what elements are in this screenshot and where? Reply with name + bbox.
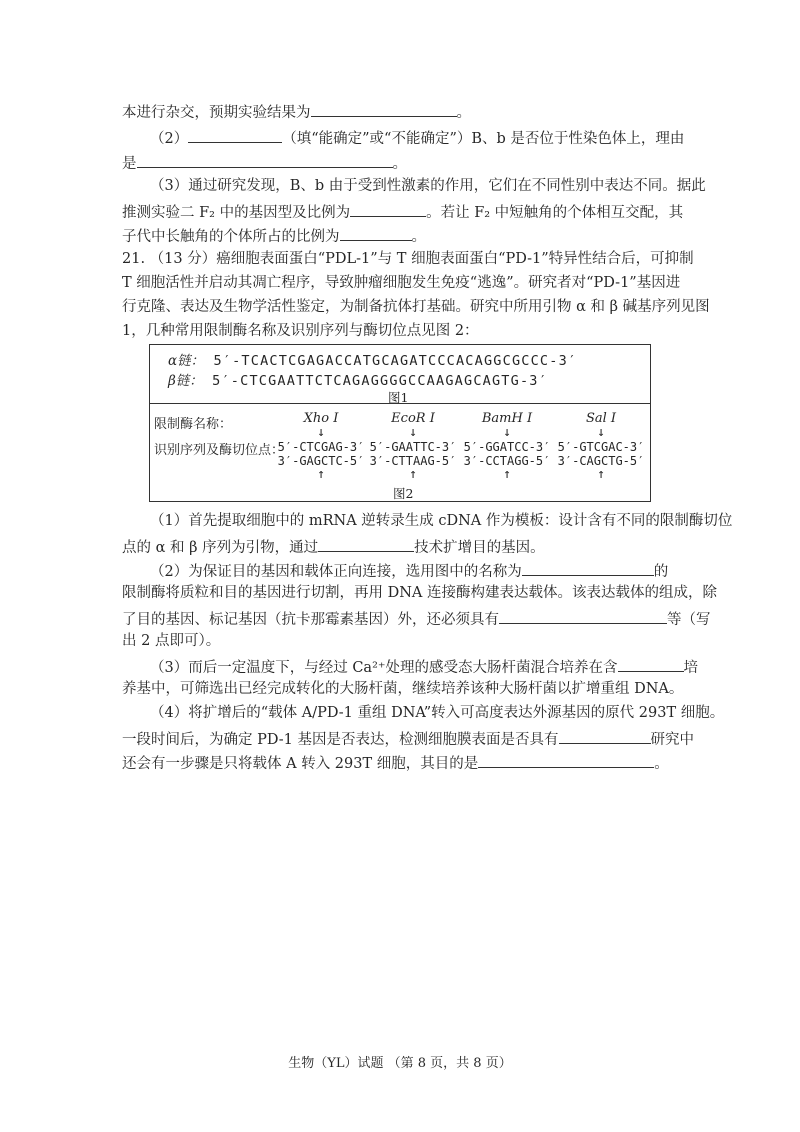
arrow-down-icon: ↓ (597, 425, 605, 440)
text: 本进行杂交，预期实验结果为 (122, 105, 311, 121)
enzyme-top-seq: 5′-GAATTC-3′ (369, 440, 457, 454)
answer-blank[interactable] (618, 655, 684, 672)
enzyme-top-seq: 5′-GTCGAC-3′ (557, 440, 645, 454)
text: （2）为保证目的基因和载体正向连接，选用图中的名称为 (150, 564, 522, 580)
q21-4-line2 (122, 727, 694, 750)
text: 21. （13 分）癌细胞表面蛋白“PDL-1”与 T 细胞表面蛋白“PD-1”特异性结合后，可抑制 (122, 251, 694, 267)
text: （1）首先提取细胞中的 mRNA 逆转录生成 cDNA 作为模板：设计含有不同的限制酶切位 (150, 513, 733, 529)
q21-1-line1 (150, 511, 732, 531)
q20-2-line2 (122, 151, 407, 174)
text: 研究中 (650, 732, 694, 748)
q20-text-line (122, 100, 471, 123)
answer-blank[interactable] (522, 559, 654, 576)
text: 限制酶将质粒和目的基因进行切割，再用 DNA 连接酶构建表达载体。该表达载体的组成，除 (122, 585, 717, 601)
enzyme-ecori (366, 411, 460, 482)
enzyme-bamhi (460, 411, 554, 482)
enzyme-top-seq: 5′-GGATCC-3′ (463, 440, 551, 454)
text: 培 (683, 660, 699, 676)
beta-sequence (168, 369, 548, 389)
text: 出 2 点即可）。 (122, 633, 221, 649)
beta-label: β链： (168, 373, 203, 389)
text: （4）将扩增后的“载体 A/PD-1 重组 DNA”转入可高度表达外源基因的原代 293T 细胞。 (150, 705, 725, 721)
alpha-sequence (168, 349, 577, 369)
enzyme-name: BamH I (481, 411, 533, 426)
text: 子代中长触角的个体所占的比例为 (122, 229, 340, 245)
q20-2-line (150, 126, 684, 149)
text: 。若让 F₂ 中短触角的个体相互交配，其 (426, 205, 684, 221)
answer-blank[interactable] (318, 535, 414, 552)
enzyme-name: Sal I (585, 411, 617, 426)
text: 点的 α 和 β 序列为引物，通过 (122, 540, 319, 556)
arrow-up-icon: ↑ (409, 467, 417, 482)
q21-2-line4 (122, 631, 220, 651)
text: 。 (456, 105, 471, 121)
q20-3-line (150, 176, 706, 196)
enzyme-bottom-seq: 3′-CAGCTG-5′ (557, 454, 645, 468)
text: （3）而后一定温度下，与经过 Ca²⁺处理的感受态大肠杆菌混合培养在含 (150, 660, 618, 676)
figure-divider (150, 403, 650, 404)
text: 养基中，可筛选出已经完成转化的大肠杆菌，继续培养该种大肠杆菌以扩增重组 DNA。 (122, 681, 684, 697)
answer-blank[interactable] (311, 100, 457, 117)
text: 1，几种常用限制酶名称及识别序列与酶切位点见图 2： (122, 323, 479, 339)
text: （填“能确定”或“不能确定”）B、b 是否位于性染色体上，理由 (282, 131, 685, 147)
enzyme-bottom-seq: 3′-CTTAAG-5′ (369, 454, 457, 468)
q21-line3 (122, 297, 710, 317)
page-footer: 生物（YL）试题 （第 8 页，共 8 页） (288, 1056, 512, 1071)
answer-blank[interactable] (350, 200, 426, 217)
answer-blank[interactable] (188, 126, 282, 143)
q20-3-line3 (122, 224, 426, 247)
alpha-seq: 5′-TCACTCGAGACCATGCAGATCCCACAGGCGCCC-3′ (213, 353, 578, 369)
q21-1-line2 (122, 535, 545, 558)
answer-blank[interactable] (478, 751, 654, 768)
arrow-down-icon: ↓ (317, 425, 325, 440)
text: 了目的基因、标记基因（抗卡那霉素基因）外，还必须具有 (122, 612, 499, 628)
q21-3-line2 (122, 679, 683, 699)
q21-line4 (122, 321, 479, 341)
arrow-down-icon: ↓ (503, 425, 511, 440)
answer-blank[interactable] (340, 224, 412, 241)
text: （3）通过研究发现，B、b 由于受到性激素的作用，它们在不同性别中表达不同。据此 (150, 178, 706, 194)
q21-line1 (122, 249, 694, 269)
figure-box (149, 344, 651, 502)
text: 一段时间后，为确定 PD-1 基因是否表达，检测细胞膜表面是否具有 (122, 732, 559, 748)
text: 推测实验二 F₂ 中的基因型及比例为 (122, 205, 351, 221)
q20-3-line2 (122, 200, 683, 223)
fig2-caption: 图2 (393, 486, 414, 501)
alpha-label: α链： (168, 353, 205, 369)
text: 。 (411, 229, 426, 245)
enzyme-sali (554, 411, 648, 482)
answer-blank[interactable] (137, 151, 393, 168)
text: 的 (653, 564, 669, 580)
text: T 细胞活性并启动其凋亡程序，导致肿瘤细胞发生免疫“逃逸”。研究者对“PD-1”基因进 (122, 275, 681, 291)
enzyme-top-seq: 5′-CTCGAG-3′ (277, 440, 365, 454)
text: 技术扩增目的基因。 (414, 540, 545, 556)
beta-seq: 5′-CTCGAATTCTCAGAGGGGCCAAGAGCAGTG-3′ (212, 373, 548, 389)
text: 还会有一步骤是只将载体 A 转入 293T 细胞，其目的是 (122, 756, 479, 772)
enzyme-name: EcoR I (391, 411, 435, 426)
text: 。 (392, 156, 407, 172)
arrow-up-icon: ↑ (597, 467, 605, 482)
text: 是 (122, 156, 137, 172)
text: 等（写 (667, 612, 711, 628)
arrow-up-icon: ↑ (503, 467, 511, 482)
enzyme-xhoi (274, 411, 368, 482)
q21-4-line3 (122, 751, 669, 774)
q21-4-line1 (150, 703, 724, 723)
q21-2-line2 (122, 583, 717, 603)
enzyme-bottom-seq: 3′-CCTAGG-5′ (463, 454, 551, 468)
text: 。 (654, 756, 669, 772)
q21-2-line1 (150, 559, 668, 582)
answer-blank[interactable] (499, 607, 667, 624)
text: 行克隆、表达及生物学活性鉴定，为制备抗体打基础。研究中所用引物 α 和 β 碱基序列见图 (122, 299, 710, 315)
site-label: 识别序列及酶切位点： (154, 443, 285, 458)
answer-blank[interactable] (559, 727, 651, 744)
q21-line2 (122, 273, 680, 293)
enzyme-name-label: 限制酶名称： (154, 417, 233, 432)
q21-3-line1 (150, 655, 698, 678)
enzyme-bottom-seq: 3′-GAGCTC-5′ (277, 454, 365, 468)
q21-2-line3 (122, 607, 711, 630)
fig1-caption: 图1 (388, 390, 409, 405)
enzyme-name: Xho I (303, 411, 339, 426)
arrow-up-icon: ↑ (317, 467, 325, 482)
text: （2） (150, 131, 189, 147)
arrow-down-icon: ↓ (409, 425, 417, 440)
